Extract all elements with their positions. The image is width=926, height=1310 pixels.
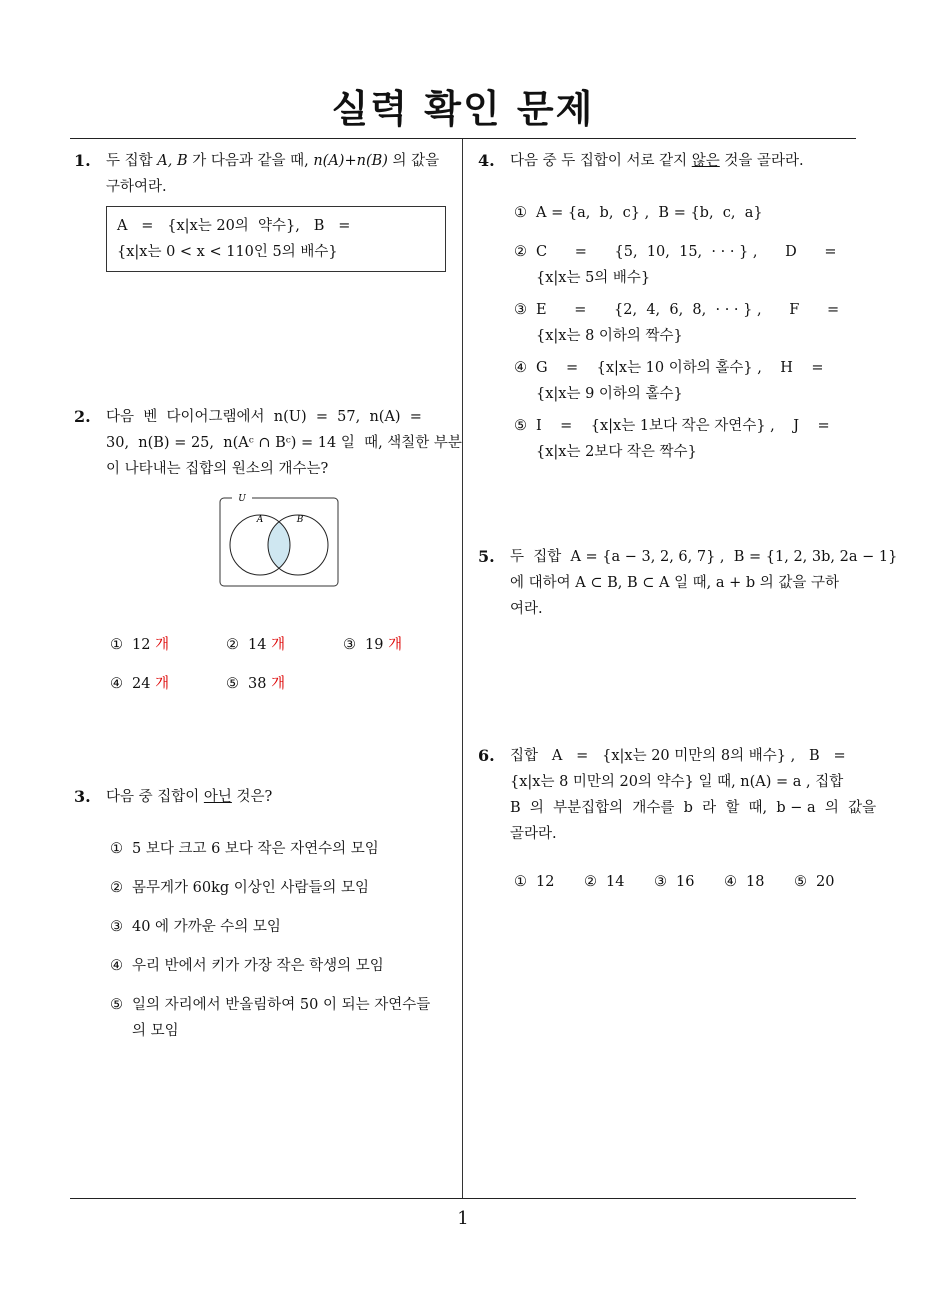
question-5 [478, 544, 898, 622]
option-1[interactable]: ① 5 보다 크고 6 보다 작은 자연수의 모임 [110, 841, 379, 857]
universe-label: U [238, 494, 246, 504]
box-line: {x|x는 0 < x < 110인 5의 배수} [117, 244, 338, 260]
bottom-rule [70, 1198, 856, 1199]
question-text: 다음 중 두 집합이 서로 같지 않은 것을 골라라. [510, 153, 804, 169]
question-text: 집합 A = {x|x는 20 미만의 8의 배수} , B = {x|x는 8 미만의 20의 약수} 일 때, n(A) = a , 집합 B 의 부분집합의 개수를 b 라 할 때, b − a 의 값을 골라라. [510, 748, 877, 842]
option-4[interactable]: ④ 우리 반에서 키가 가장 작은 학생의 모임 [110, 958, 384, 974]
question-text: 두 집합 A = {a − 3, 2, 6, 7} , B = {1, 2, 3b, 2a − 1} 에 대하여 A ⊂ B, B ⊂ A 일 때, a + b 의 값을 구하 여라. [510, 549, 898, 617]
option-4[interactable]: ④ 18 [724, 874, 765, 890]
page-number: 1 [457, 1208, 469, 1229]
option-5[interactable]: ⑤ 38 개 [226, 676, 286, 692]
option-3[interactable]: ③ 16 [654, 874, 695, 890]
question-4 [478, 148, 862, 174]
option-3[interactable]: ③ 19 개 [343, 637, 403, 653]
question-text: 다음 벤 다이어그램에서 n(U) = 57, n(A) = 30, n(B) = 25, n(Aᶜ ∩ Bᶜ) = 14 일 때, 색칠한 부분 이 나타내는 집합의 원소의 개수는? [106, 409, 462, 477]
option-5[interactable]: ⑤ 일의 자리에서 반올림하여 50 이 되는 자연수들 의 모임 [110, 997, 431, 1039]
question-number: 2. [74, 407, 91, 426]
option-5[interactable]: ⑤ I = {x|x는 1보다 작은 자연수} , J = {x|x는 2보다 작은 짝수} [514, 418, 830, 460]
set-definition-box [106, 206, 446, 272]
set-a-label: A [256, 515, 264, 525]
option-2[interactable]: ② C = {5, 10, 15, · · · } , D = {x|x는 5의 배수} [514, 244, 837, 286]
question-2 [74, 404, 462, 482]
question-number: 1. [74, 151, 91, 170]
set-b-label: B [296, 515, 304, 525]
column-divider [462, 139, 463, 1198]
question-number: 5. [478, 547, 495, 566]
option-2[interactable]: ② 14 개 [226, 637, 286, 653]
question-6 [478, 743, 877, 847]
option-5[interactable]: ⑤ 20 [794, 874, 835, 890]
option-1[interactable]: ① 12 [514, 874, 555, 890]
option-2[interactable]: ② 14 [584, 874, 625, 890]
question-text: 다음 중 집합이 아닌 것은? [106, 789, 273, 805]
option-2[interactable]: ② 몸무게가 60kg 이상인 사람들의 모임 [110, 880, 370, 896]
option-4[interactable]: ④ 24 개 [110, 676, 170, 692]
question-number: 6. [478, 746, 495, 765]
question-number: 3. [74, 787, 91, 806]
question-3 [74, 784, 458, 810]
box-line: A = {x|x는 20의 약수}, B = [117, 218, 351, 234]
question-number: 4. [478, 151, 495, 170]
option-3[interactable]: ③ E = {2, 4, 6, 8, · · · } , F = {x|x는 8 이하의 짝수} [514, 302, 840, 344]
question-1 [74, 148, 458, 272]
option-4[interactable]: ④ G = {x|x는 10 이하의 홀수} , H = {x|x는 9 이하의 홀수} [514, 360, 824, 402]
top-rule [70, 138, 856, 139]
page-title: 실력 확인 문제 [331, 87, 595, 131]
question-text: 두 집합 A, B 가 다음과 같을 때, n(A)+n(B) 의 값을 구하여라. [106, 153, 440, 195]
venn-diagram [218, 490, 342, 590]
option-3[interactable]: ③ 40 에 가까운 수의 모임 [110, 919, 281, 935]
option-1[interactable]: ① A = {a, b, c} , B = {b, c, a} [514, 205, 763, 221]
option-1[interactable]: ① 12 개 [110, 637, 170, 653]
